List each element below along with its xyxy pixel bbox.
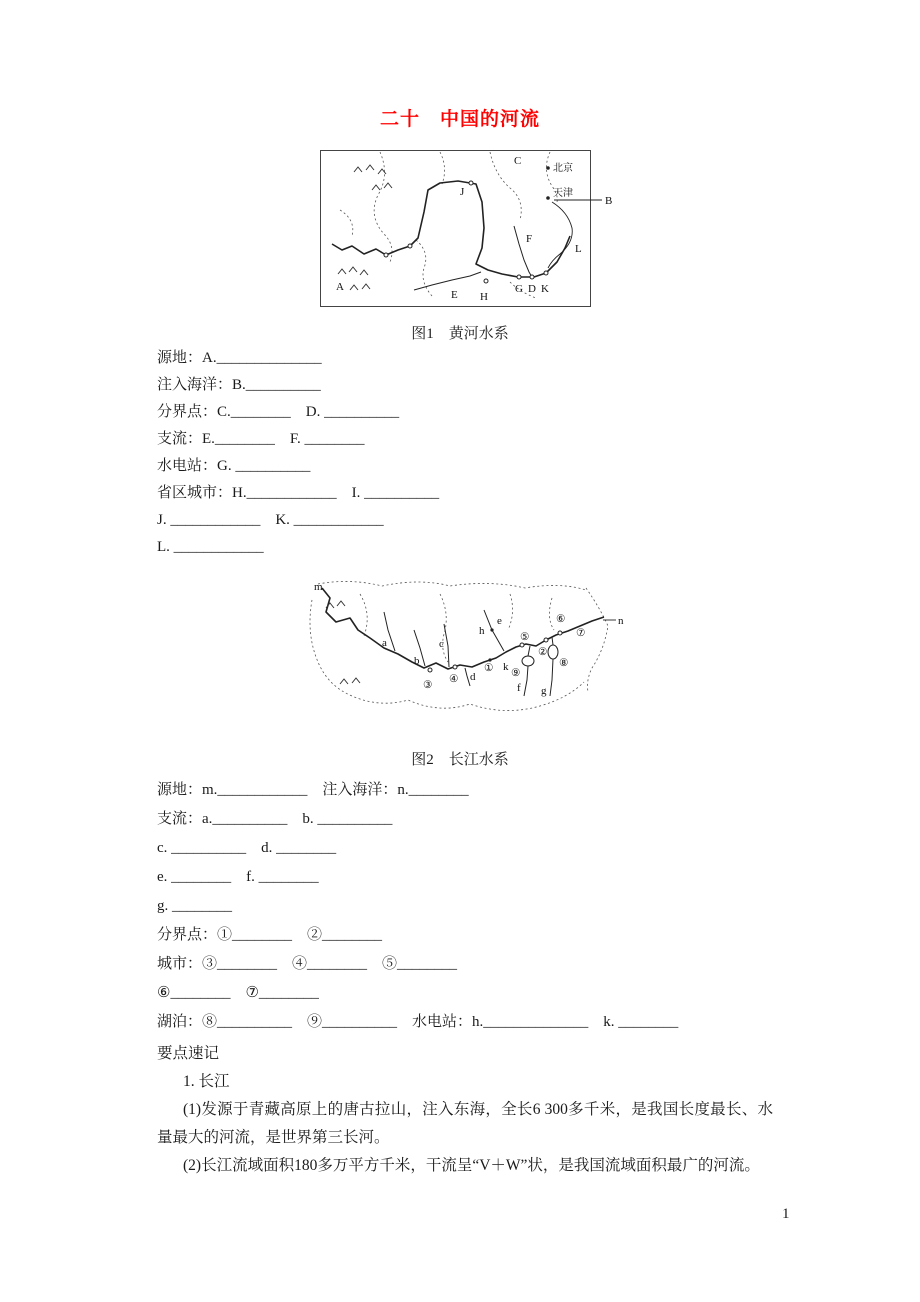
figure1-blanks (157, 345, 439, 561)
form-line: 源地：m.____________ 注入海洋：n.________ (157, 782, 469, 798)
map1-label-C: C (514, 155, 522, 167)
map1-label-J: J (460, 186, 465, 198)
form-line: 支流：a.__________ b. __________ (157, 811, 393, 827)
map1-label-H: H (480, 291, 488, 303)
form-line: 注入海洋：B.__________ (157, 377, 321, 393)
map2-label-h: h (479, 625, 485, 637)
key-points-para-1: (1)发源于青藏高原上的唐古拉山，注入东海，全长6 300多千米，是我国长度最长、水量最大的河流，是世界第三长河。 (157, 1101, 773, 1146)
map2-label-d: d (470, 671, 476, 683)
map2-basin-boundaries (310, 581, 608, 710)
map1-label-tianjin: 天津 (553, 188, 573, 199)
key-points-section (157, 1040, 773, 1180)
map1-labels (336, 155, 612, 303)
page-title: 二十 中国的河流 (379, 109, 540, 130)
map2-label-k: k (503, 661, 509, 673)
map1-province-boundaries (340, 152, 557, 298)
yangtze-mainstream (322, 588, 604, 669)
form-line: L. ____________ (157, 539, 264, 555)
map2-label-a: a (382, 637, 387, 649)
form-line: e. ________ f. ________ (157, 869, 319, 885)
map2-labels (314, 581, 624, 697)
key-points-item-changjiang: 1. 长江 (183, 1073, 230, 1090)
map1-label-A: A (336, 281, 344, 293)
yellow-river-mainstream (332, 181, 570, 277)
map2-label-g: g (541, 685, 547, 697)
map1-border (321, 151, 591, 307)
map2-label-e: e (497, 615, 502, 627)
figure1-caption: 图1 黄河水系 (411, 326, 509, 342)
form-line: 城市：③________ ④________ ⑤________ (157, 956, 458, 972)
map2-label-f: f (517, 682, 521, 694)
figure2 (300, 574, 630, 741)
map2-label-m: m (314, 581, 323, 593)
map2-label-2: ② (538, 647, 548, 658)
yangtze-tributaries (384, 610, 553, 696)
yangtze-river-map (300, 574, 630, 736)
map2-label-b: b (414, 655, 420, 667)
form-line: 湖泊：⑧__________ ⑨__________ 水电站：h.______________ k. ________ (157, 1014, 679, 1030)
form-line: 分界点：C.________ D. __________ (157, 404, 400, 420)
form-line: 分界点：①________ ②________ (157, 927, 383, 943)
map1-label-K: K (541, 283, 549, 295)
map2-label-9: ⑨ (511, 668, 521, 679)
mountain-symbols (338, 165, 392, 290)
mountain-symbols (326, 601, 360, 684)
map2-label-7: ⑦ (576, 628, 586, 639)
map1-label-F: F (526, 233, 533, 245)
map2-label-4: ④ (449, 674, 459, 685)
map1-label-G: G (515, 283, 523, 295)
figure2-blanks (157, 776, 678, 1037)
key-points-para-2: (2)长江流域面积180多万平方千米，干流呈“V＋W”状，是我国流域面积最广的河流。 (183, 1157, 760, 1174)
form-line: ⑥________ ⑦________ (157, 985, 319, 1001)
figure2-caption: 图2 长江水系 (411, 752, 509, 768)
map2-label-c: c (439, 638, 444, 650)
form-line: g. ________ (157, 898, 232, 914)
form-line: 省区城市：H.____________ I. __________ (157, 485, 440, 501)
map2-label-1: ① (484, 663, 494, 674)
map2-label-n: n (618, 615, 624, 627)
map1-label-B: B (605, 195, 613, 207)
form-line: J. ____________ K. ____________ (157, 512, 384, 528)
map2-label-6: ⑥ (556, 614, 566, 625)
yellow-river-map (320, 150, 620, 310)
page-number: 1 (782, 1206, 790, 1222)
tributary-E (414, 272, 481, 290)
map2-label-8: ⑧ (559, 658, 569, 669)
map2-label-3: ③ (423, 680, 433, 691)
form-line: 支流：E.________ F. ________ (157, 431, 365, 447)
figure1 (320, 150, 620, 315)
map1-label-beijing: 北京 (553, 163, 573, 174)
map2-label-5: ⑤ (520, 632, 530, 643)
map1-label-D: D (528, 283, 536, 295)
form-line: c. __________ d. ________ (157, 840, 337, 856)
map1-label-L: L (575, 243, 582, 255)
map1-point-markers (384, 166, 550, 283)
key-points-heading: 要点速记 (157, 1045, 220, 1062)
form-line: 源地：A.______________ (157, 350, 322, 366)
map1-label-E: E (451, 289, 458, 301)
form-line: 水电站：G. __________ (157, 458, 311, 474)
